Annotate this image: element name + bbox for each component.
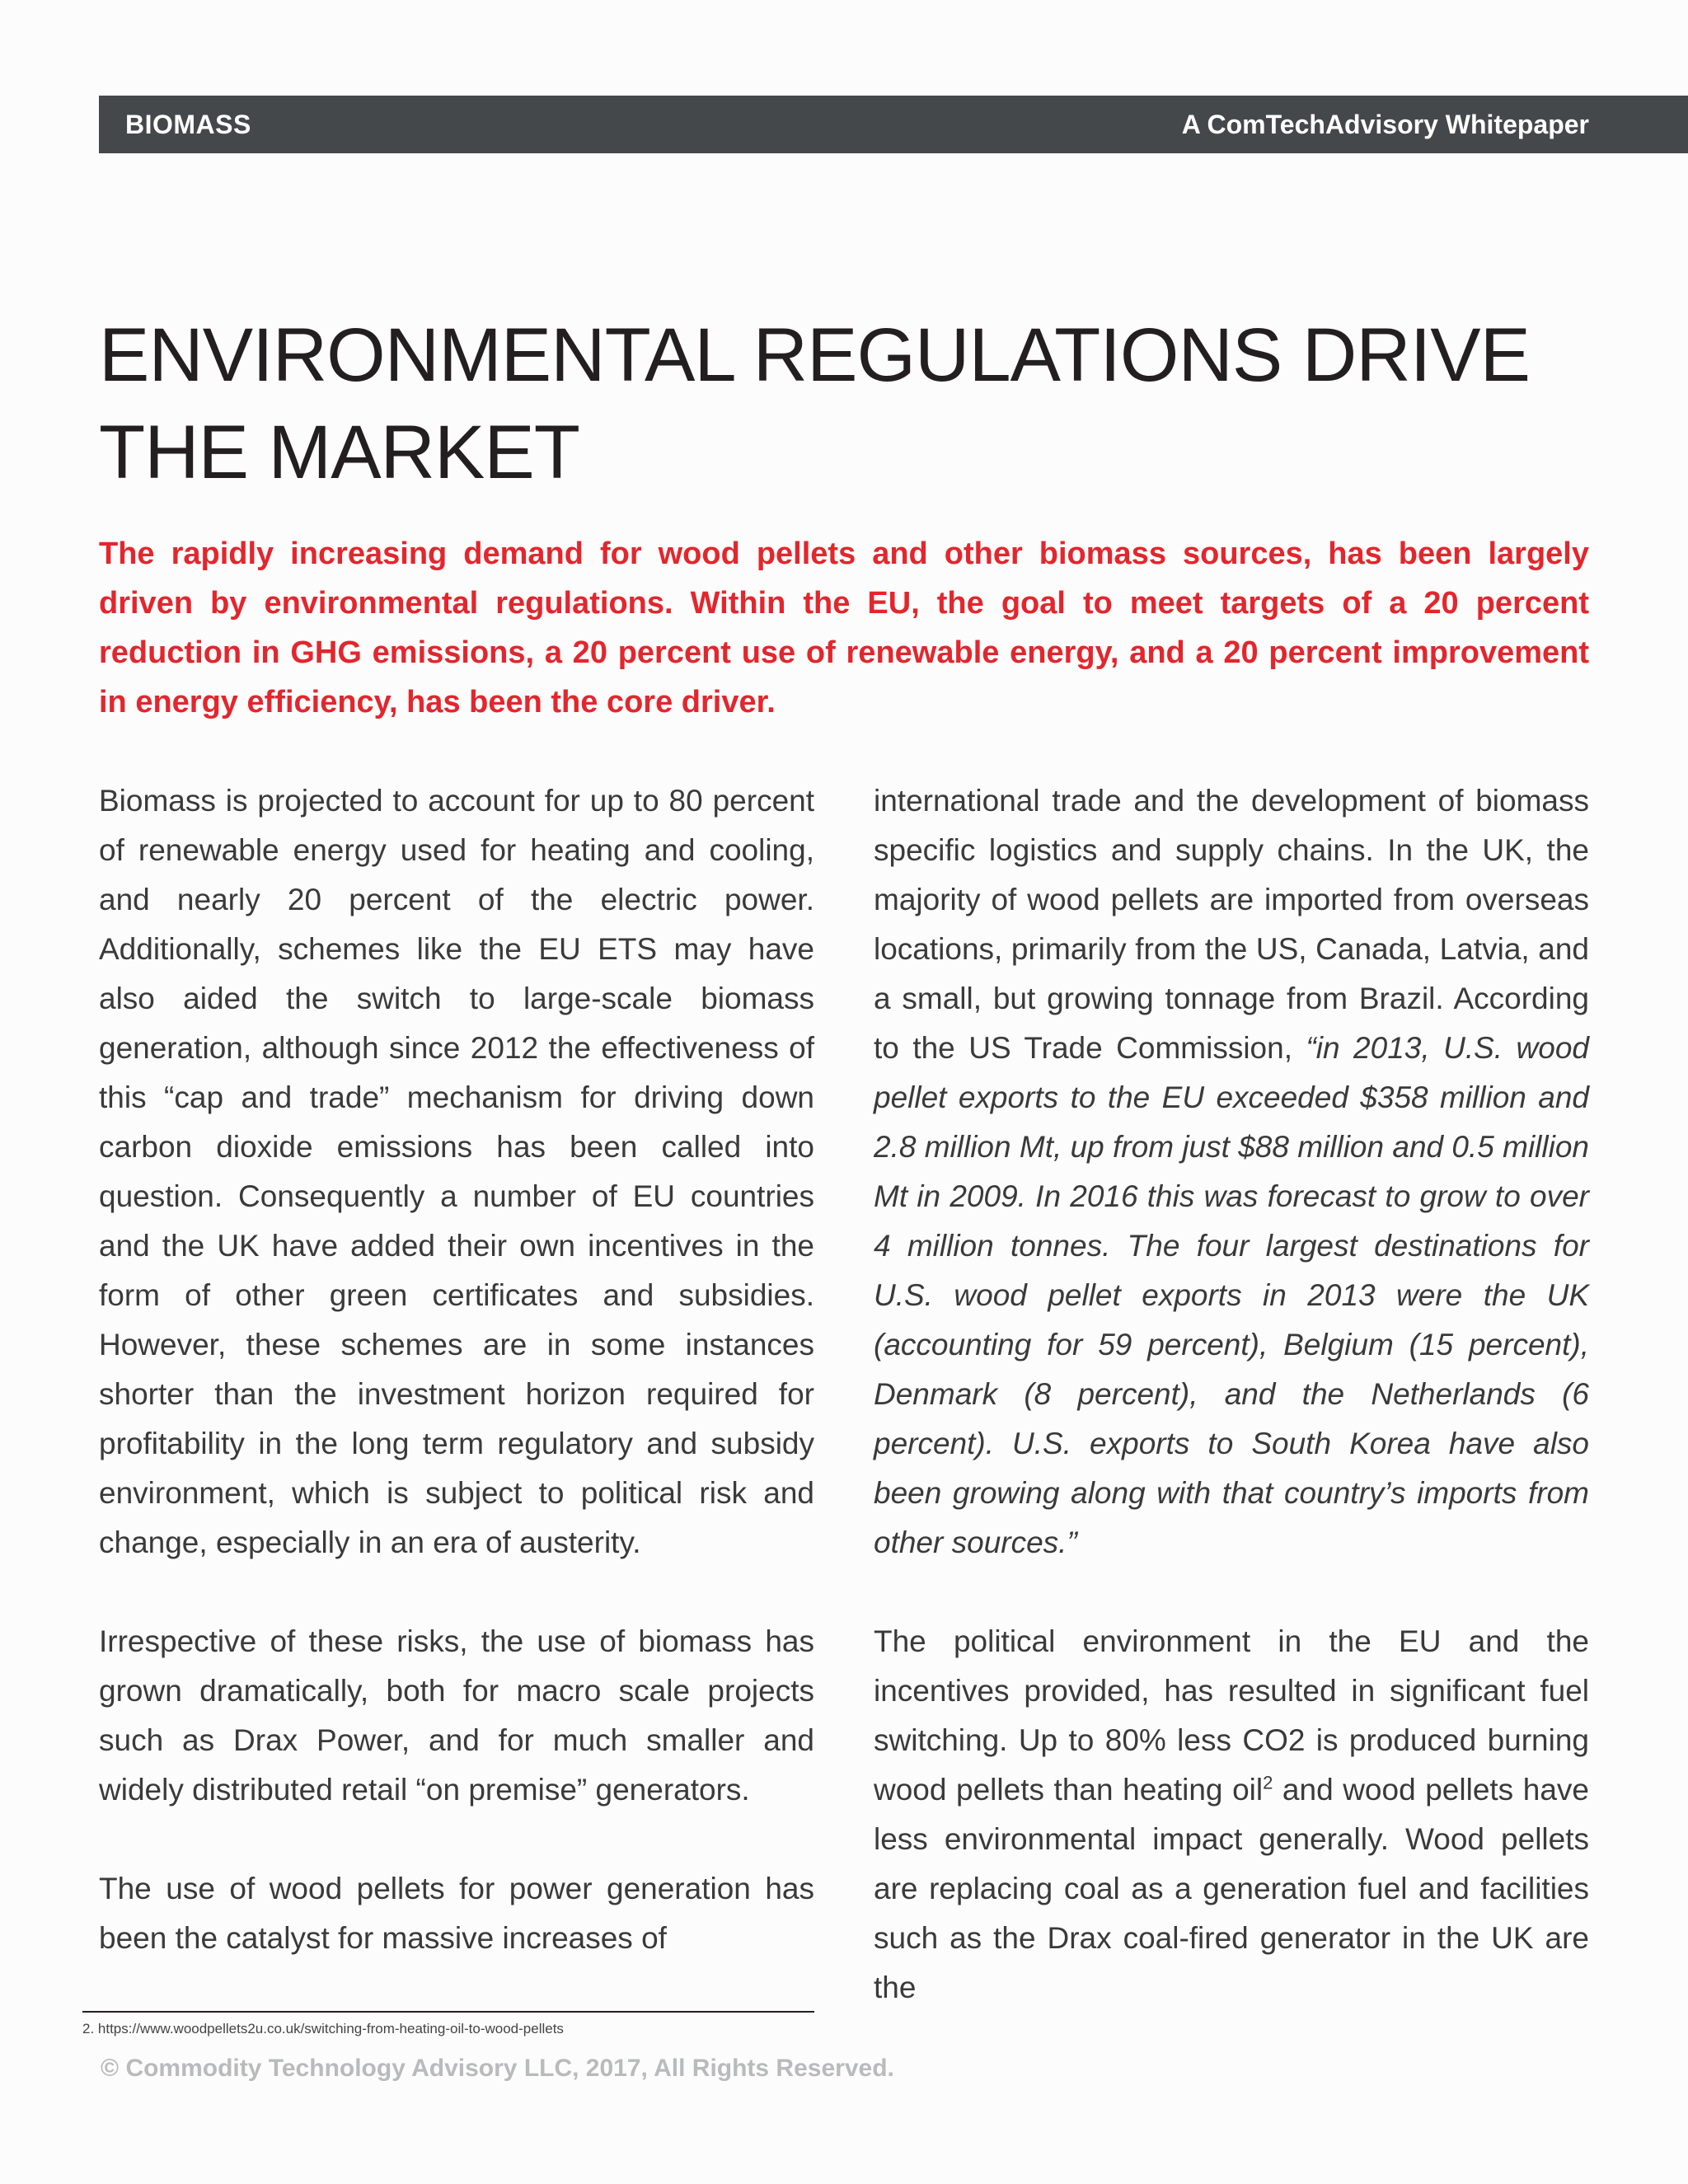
publication-label: A ComTechAdvisory Whitepaper <box>1181 110 1589 139</box>
right-paragraph-2-text-b: and wood pellets have less environmental impact generally. Wood pellets are replacing coal as a generation fuel and facilities such as the Drax coal-fired generator in the UK are the <box>874 1773 1589 2004</box>
left-paragraph-1: Biomass is projected to account for up to 80 percent of renewable energy used for heating and cooling, and nearly 20 percent of the electric power. Additionally, schemes like the EU ETS may have also aided the switch to large-scale biomass generation, although since 2012 the effectiveness of this “cap and trade” mechanism for driving down carbon dioxide emissions has been called into question. Consequently a number of EU countries and the UK have added their own incentives in the form of other green certificates and subsidies. However, these schemes are in some instances shorter than the investment horizon required for profitability in the long term regulatory and subsidy environment, which is subject to political risk and change, especially in an era of austerity. <box>99 784 814 1559</box>
left-paragraph-3: The use of wood pellets for power generation has been the catalyst for massive increases of <box>99 1872 814 1955</box>
page-title <box>99 307 1591 501</box>
page-title-line-1: ENVIRONMENTAL REGULATIONS DRIVE <box>99 313 1531 397</box>
right-paragraph-2 <box>874 1617 1589 2013</box>
section-label: BIOMASS <box>125 110 251 139</box>
page-title-line-2: THE MARKET <box>99 410 579 494</box>
left-paragraph-2: Irrespective of these risks, the use of biomass has grown dramatically, both for macro scale projects such as Drax Power, and for much smaller and widely distributed retail “on premise” generators. <box>99 1624 814 1807</box>
footnote-divider <box>82 2011 814 2013</box>
right-paragraph-2-text-a: The political environment in the EU and the incentives provided, has resulted in significant fuel switching. Up to 80% less CO2 is produced burning wood pellets than heating oil <box>874 1624 1589 1807</box>
right-paragraph-1 <box>874 776 1589 1568</box>
right-column <box>874 776 1589 2013</box>
header-bar <box>99 96 1688 153</box>
copyright-notice: © Commodity Technology Advisory LLC, 2017, All Rights Reserved. <box>101 2055 894 2082</box>
trade-commission-quote: “in 2013, U.S. wood pellet exports to the EU exceeded $358 million and 2.8 million Mt, up from just $88 million and 0.5 million Mt in 2009. In 2016 this was forecast to grow to over 4 million tonnes. The four largest destinations for U.S. wood pellet exports in 2013 were the UK (accounting for 59 percent), Belgium (15 percent), Denmark (8 percent), and the Netherlands (6 percent). U.S. exports to South Korea have also been growing along with that country’s imports from other sources.” <box>874 1031 1589 1559</box>
left-column <box>99 776 814 1963</box>
lead-paragraph: The rapidly increasing demand for wood pellets and other biomass sources, has been largely driven by environmental regulations. Within the EU, the goal to meet targets of a 20 percent reduction in GHG emissions, a 20 percent use of renewable energy, and a 20 percent improvement in energy efficiency, has been the core driver. <box>99 537 1589 719</box>
footnote-reference: 2 <box>1263 1772 1273 1793</box>
right-paragraph-1-text: international trade and the development of biomass specific logistics and supply chains. In the UK, the majority of wood pellets are imported from overseas locations, primarily from the US, Canada, Latvia, and a small, but growing tonnage from Brazil. According to the US Trade Commission, <box>874 784 1589 1065</box>
footnote: 2. https://www.woodpellets2u.co.uk/switching-from-heating-oil-to-wood-pellets <box>82 2021 564 2036</box>
